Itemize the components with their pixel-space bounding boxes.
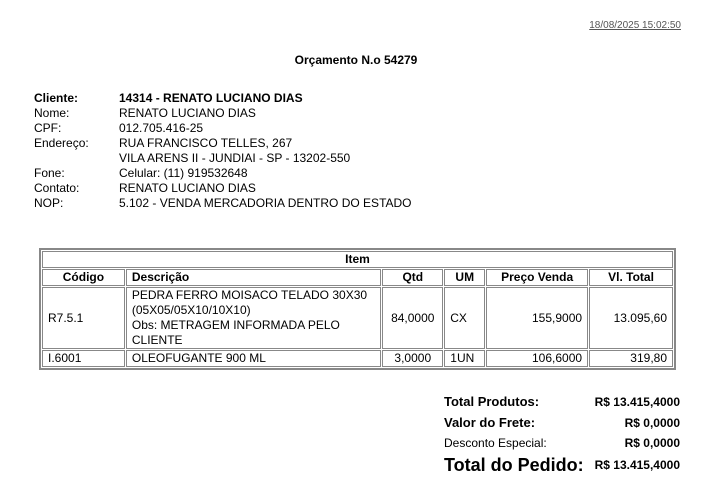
col-qtd: Qtd (382, 269, 443, 286)
descricao-line: (05X05/05X10/10X10) (131, 303, 251, 317)
totals-summary (444, 388, 680, 476)
contact-value: RENATO LUCIANO DIAS (119, 181, 256, 195)
client-info (34, 91, 412, 211)
valor-frete-label: Valor do Frete: (444, 415, 536, 430)
desconto-row (444, 430, 680, 450)
col-descricao: Descrição (126, 269, 381, 286)
client-value: 14314 - RENATO LUCIANO DIAS (119, 91, 303, 105)
page-title: Orçamento N.o 54279 (294, 53, 418, 67)
total-pedido-value: R$ 13.415,4000 (594, 458, 680, 472)
total-pedido-row (444, 450, 680, 476)
cpf-value: 012.705.416-25 (119, 121, 204, 135)
contact-label: Contato: (34, 181, 80, 195)
address-line2: VILA ARENS II - JUNDIAI - SP - 13202-550 (119, 151, 351, 165)
client-label: Cliente: (34, 91, 79, 105)
nop-row (34, 196, 412, 211)
table-row (42, 350, 673, 367)
nop-label: NOP: (34, 196, 64, 210)
print-timestamp: 18/08/2025 15:02:50 (589, 20, 681, 31)
descricao-obs: CLIENTE (131, 333, 183, 347)
cell-descricao (126, 287, 381, 349)
cell-codigo: R7.5.1 (42, 287, 125, 349)
descricao-obs: Obs: METRAGEM INFORMADA PELO (131, 318, 340, 332)
address-label: Endereço: (34, 136, 89, 150)
col-codigo: Código (42, 269, 125, 286)
col-preco-venda: Preço Venda (486, 269, 588, 286)
address-row (34, 136, 412, 151)
name-row (34, 106, 412, 121)
cpf-row (34, 121, 412, 136)
total-produtos-value: R$ 13.415,4000 (594, 395, 680, 409)
col-um: UM (444, 269, 485, 286)
col-vl-total: Vl. Total (589, 269, 673, 286)
cell-vl-total: 13.095,60 (589, 287, 673, 349)
name-value: RENATO LUCIANO DIAS (119, 106, 256, 120)
cell-codigo: I.6001 (42, 350, 125, 367)
valor-frete-value: R$ 0,0000 (624, 416, 680, 430)
name-label: Nome: (34, 106, 70, 120)
cell-vl-total: 319,80 (589, 350, 673, 367)
cell-descricao: OLEOFUGANTE 900 ML (126, 350, 381, 367)
valor-frete-row (444, 409, 680, 430)
items-group-header: Item (42, 251, 673, 268)
phone-row (34, 166, 412, 181)
desconto-value: R$ 0,0000 (624, 436, 680, 450)
phone-label: Fone: (34, 166, 65, 180)
total-produtos-row (444, 388, 680, 409)
items-header-row (42, 269, 673, 286)
address-row-2 (34, 151, 412, 166)
cell-preco-venda: 155,9000 (486, 287, 588, 349)
items-table (39, 248, 676, 370)
address-line1: RUA FRANCISCO TELLES, 267 (119, 136, 293, 150)
cell-um: CX (444, 287, 485, 349)
total-produtos-label: Total Produtos: (444, 394, 540, 409)
client-row (34, 91, 412, 106)
nop-value: 5.102 - VENDA MERCADORIA DENTRO DO ESTADO (119, 196, 412, 210)
cell-um: 1UN (444, 350, 485, 367)
phone-value: Celular: (11) 919532648 (119, 166, 248, 180)
desconto-label: Desconto Especial: (444, 436, 547, 450)
total-pedido-label: Total do Pedido: (444, 455, 584, 475)
cell-qtd: 84,0000 (382, 287, 443, 349)
cpf-label: CPF: (34, 121, 62, 135)
cell-preco-venda: 106,6000 (486, 350, 588, 367)
descricao-line: PEDRA FERRO MOISACO TELADO 30X30 (131, 288, 368, 302)
table-row (42, 287, 673, 349)
contact-row (34, 181, 412, 196)
cell-qtd: 3,0000 (382, 350, 443, 367)
